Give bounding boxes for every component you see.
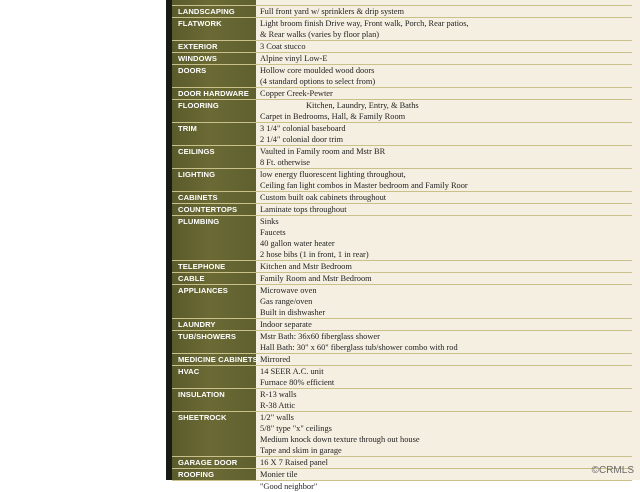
- feature-row: [172, 87, 632, 99]
- feature-value: & Rear walks (varies by floor plan): [260, 30, 380, 39]
- feature-value: Alpine vinyl Low-E: [260, 54, 328, 63]
- feature-value: Gas range/oven: [260, 297, 313, 306]
- feature-row: [172, 456, 632, 468]
- feature-value: 5/8" type "x" ceilings: [260, 424, 332, 433]
- feature-label: LANDSCAPING: [178, 7, 235, 16]
- feature-row: [172, 260, 632, 272]
- feature-row: [172, 445, 632, 456]
- feature-label: [178, 29, 258, 40]
- feature-value: Indoor separate: [260, 320, 312, 329]
- feature-row: [172, 423, 632, 434]
- feature-value: Medium knock down texture through out house: [260, 435, 420, 444]
- feature-label: [178, 249, 258, 260]
- feature-row: [172, 377, 632, 388]
- feature-row: [172, 99, 632, 111]
- feature-row: [172, 203, 632, 215]
- feature-row: [172, 134, 632, 145]
- feature-value: 40 gallon water heater: [260, 239, 335, 248]
- feature-label: INSULATION: [178, 390, 225, 399]
- feature-label: GARAGE DOOR: [178, 458, 238, 467]
- feature-label: FENCING 6': [178, 482, 222, 491]
- feature-label: SHEETROCK: [178, 413, 227, 422]
- feature-value: "Good neighbor": [260, 482, 318, 491]
- feature-value: 14 SEER A.C. unit: [260, 367, 324, 376]
- feature-row: [172, 342, 632, 353]
- feature-label: CABINETS: [178, 193, 218, 202]
- feature-label: [178, 377, 258, 388]
- feature-value: Carpet in Bedrooms, Hall, & Family Room: [260, 112, 406, 121]
- feature-label: [178, 296, 258, 307]
- feature-value: Full front yard w/ sprinklers & drip system: [260, 7, 404, 16]
- feature-value: Custom built oak cabinets throughout: [260, 193, 387, 202]
- feature-label: DOOR HARDWARE: [178, 89, 249, 98]
- feature-label: PLUMBING: [178, 217, 220, 226]
- feature-value: Laminate tops throughout: [260, 205, 347, 214]
- feature-label: DOORS: [178, 66, 207, 75]
- feature-row: [172, 76, 632, 87]
- feature-row: [172, 64, 632, 76]
- feature-row: [172, 191, 632, 203]
- features-list: [172, 5, 632, 492]
- feature-row: [172, 227, 632, 238]
- feature-label: LIGHTING: [178, 170, 216, 179]
- feature-value: R-13 walls: [260, 390, 297, 399]
- feature-row: [172, 17, 632, 29]
- feature-row: [172, 215, 632, 227]
- feature-value: Mirrored: [260, 355, 291, 364]
- feature-row: [172, 296, 632, 307]
- feature-row: [172, 122, 632, 134]
- feature-label: COUNTERTOPS: [178, 205, 238, 214]
- watermark: ©CRMLS: [591, 465, 634, 476]
- feature-label: WINDOWS: [178, 54, 218, 63]
- feature-row: [172, 400, 632, 411]
- feature-value: Furnace 80% efficient: [260, 378, 335, 387]
- feature-label: [178, 134, 258, 145]
- feature-value: Tape and skim in garage: [260, 446, 342, 455]
- feature-label: [178, 307, 258, 318]
- feature-row: [172, 29, 632, 40]
- feature-value: Microwave oven: [260, 286, 317, 295]
- feature-label: [178, 238, 258, 249]
- feature-value: Kitchen, Laundry, Entry, & Baths: [306, 101, 419, 110]
- feature-value: Sinks: [260, 217, 279, 226]
- feature-label: [178, 111, 258, 122]
- feature-value: Built in dishwasher: [260, 308, 326, 317]
- feature-label: [178, 180, 258, 191]
- feature-value: 8 Ft. otherwise: [260, 158, 311, 167]
- feature-row: [172, 111, 632, 122]
- feature-label: [178, 157, 258, 168]
- feature-value: R-38 Attic: [260, 401, 296, 410]
- feature-value: Monier tile: [260, 470, 298, 479]
- feature-value: Kitchen and Mstr Bedroom: [260, 262, 352, 271]
- feature-row: [172, 318, 632, 330]
- feature-row: [172, 330, 632, 342]
- feature-label: [178, 227, 258, 238]
- feature-value: Hall Bath: 30" x 60" fiberglass tub/shower combo with rod: [260, 343, 458, 352]
- feature-row: [172, 272, 632, 284]
- feature-row: [172, 468, 632, 480]
- feature-row: [172, 5, 632, 17]
- feature-row: [172, 307, 632, 318]
- feature-value: 16 X 7 Raised panel: [260, 458, 328, 467]
- feature-label: [178, 342, 258, 353]
- feature-value: low energy fluorescent lighting throughout,: [260, 170, 406, 179]
- feature-value: 2 1/4" colonial door trim: [260, 135, 343, 144]
- feature-value: Family Room and Mstr Bedroom: [260, 274, 372, 283]
- feature-row: [172, 145, 632, 157]
- feature-label: TRIM: [178, 124, 197, 133]
- feature-label: [178, 434, 258, 445]
- feature-label: [178, 400, 258, 411]
- feature-row: [172, 411, 632, 423]
- feature-label: HVAC: [178, 367, 200, 376]
- feature-row: [172, 52, 632, 64]
- feature-label: [178, 76, 258, 87]
- feature-row: [172, 365, 632, 377]
- feature-row: [172, 434, 632, 445]
- feature-label: EXTERIOR: [178, 42, 218, 51]
- feature-label: LAUNDRY: [178, 320, 216, 329]
- feature-label: FLOORING: [178, 101, 219, 110]
- feature-label: [178, 445, 258, 456]
- feature-label: TUB/SHOWERS: [178, 332, 237, 341]
- feature-row: [172, 168, 632, 180]
- feature-value: (4 standard options to select from): [260, 77, 376, 86]
- feature-label: FLATWORK: [178, 19, 222, 28]
- feature-value: Copper Creek-Pewter: [260, 89, 333, 98]
- feature-row: [172, 353, 632, 365]
- feature-row: [172, 157, 632, 168]
- feature-label: CEILINGS: [178, 147, 215, 156]
- feature-label: [178, 423, 258, 434]
- feature-row: [172, 284, 632, 296]
- feature-row: [172, 180, 632, 191]
- feature-row: [172, 249, 632, 260]
- feature-label: MEDICINE CABINETS: [178, 355, 258, 364]
- feature-row: [172, 238, 632, 249]
- feature-value: Hollow core moulded wood doors: [260, 66, 375, 75]
- feature-label: CABLE: [178, 274, 205, 283]
- feature-value: Vaulted in Family room and Mstr BR: [260, 147, 386, 156]
- feature-label: ROOFING: [178, 470, 215, 479]
- feature-value: 2 hose bibs (1 in front, 1 in rear): [260, 250, 369, 259]
- feature-value: 3 1/4" colonial baseboard: [260, 124, 346, 133]
- feature-label: APPLIANCES: [178, 286, 228, 295]
- feature-value: Faucets: [260, 228, 286, 237]
- feature-value: Mstr Bath: 36x60 fiberglass shower: [260, 332, 380, 341]
- feature-value: 3 Coat stucco: [260, 42, 306, 51]
- feature-row: [172, 480, 632, 492]
- feature-value: 1/2" walls: [260, 413, 294, 422]
- feature-value: Ceiling fan light combos in Master bedroom and Family Roor: [260, 181, 468, 190]
- feature-row: [172, 388, 632, 400]
- feature-label: TELEPHONE: [178, 262, 226, 271]
- feature-value: Light broom finish Drive way, Front walk, Porch, Rear patios,: [260, 19, 469, 28]
- feature-row: [172, 40, 632, 52]
